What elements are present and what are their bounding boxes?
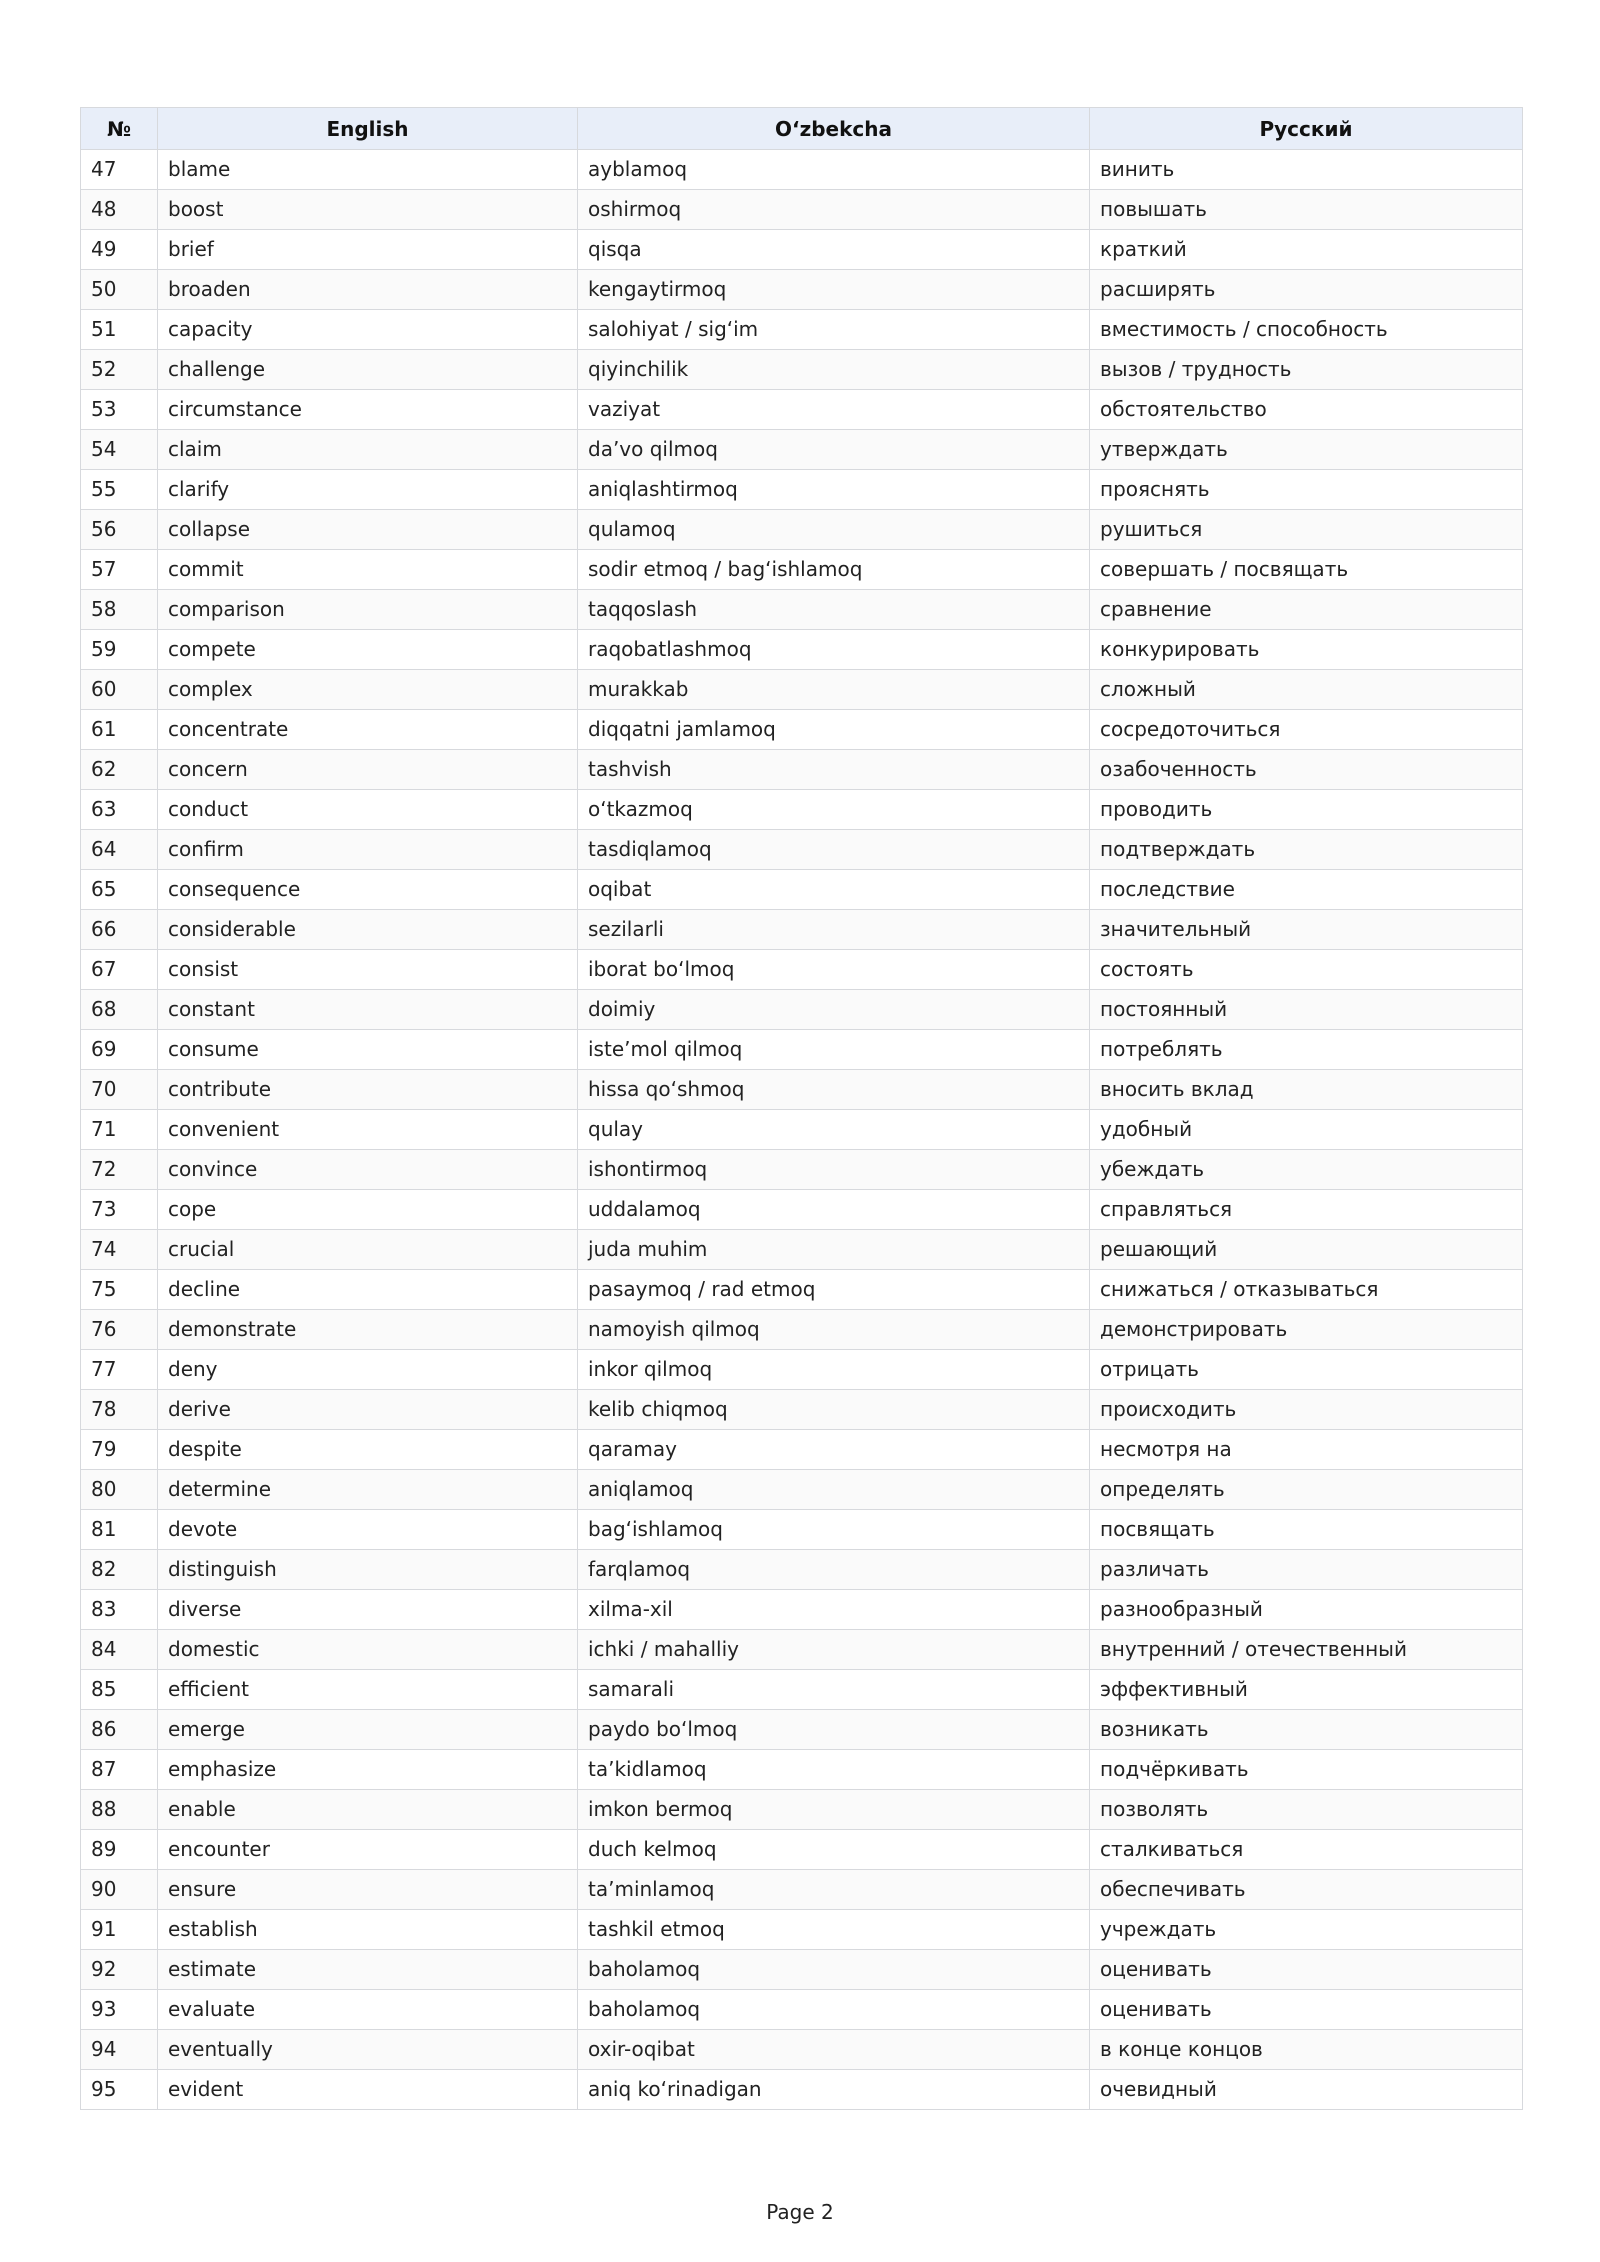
english-cell: efficient (158, 1670, 578, 1710)
number-cell: 58 (81, 590, 158, 630)
table-row (81, 830, 1523, 870)
russian-cell: очевидный (1090, 2070, 1523, 2110)
russian-cell: проводить (1090, 790, 1523, 830)
english-cell: concentrate (158, 710, 578, 750)
number-cell: 49 (81, 230, 158, 270)
uzbek-cell: kengaytirmoq (578, 270, 1090, 310)
table-row (81, 910, 1523, 950)
uzbek-cell: o‘tkazmoq (578, 790, 1090, 830)
russian-cell: вместимость / способность (1090, 310, 1523, 350)
table-row (81, 190, 1523, 230)
number-cell: 51 (81, 310, 158, 350)
uzbek-cell: baholamoq (578, 1950, 1090, 1990)
number-cell: 68 (81, 990, 158, 1030)
uzbek-cell: kelib chiqmoq (578, 1390, 1090, 1430)
uzbek-cell: taqqoslash (578, 590, 1090, 630)
table-row (81, 1310, 1523, 1350)
english-cell: estimate (158, 1950, 578, 1990)
russian-cell: вызов / трудность (1090, 350, 1523, 390)
english-cell: emerge (158, 1710, 578, 1750)
russian-cell: учреждать (1090, 1910, 1523, 1950)
number-cell: 74 (81, 1230, 158, 1270)
header-number: № (81, 108, 158, 150)
table-row (81, 150, 1523, 190)
english-cell: consume (158, 1030, 578, 1070)
number-cell: 63 (81, 790, 158, 830)
number-cell: 60 (81, 670, 158, 710)
table-row (81, 1190, 1523, 1230)
number-cell: 59 (81, 630, 158, 670)
uzbek-cell: baholamoq (578, 1990, 1090, 2030)
english-cell: broaden (158, 270, 578, 310)
number-cell: 93 (81, 1990, 158, 2030)
uzbek-cell: imkon bermoq (578, 1790, 1090, 1830)
table-row (81, 590, 1523, 630)
number-cell: 77 (81, 1350, 158, 1390)
table-row (81, 1230, 1523, 1270)
english-cell: eventually (158, 2030, 578, 2070)
uzbek-cell: diqqatni jamlamoq (578, 710, 1090, 750)
number-cell: 65 (81, 870, 158, 910)
number-cell: 54 (81, 430, 158, 470)
header-english: English (158, 108, 578, 150)
english-cell: constant (158, 990, 578, 1030)
table-row (81, 990, 1523, 1030)
uzbek-cell: uddalamoq (578, 1190, 1090, 1230)
english-cell: collapse (158, 510, 578, 550)
uzbek-cell: hissa qo‘shmoq (578, 1070, 1090, 1110)
russian-cell: совершать / посвящать (1090, 550, 1523, 590)
russian-cell: внутренний / отечественный (1090, 1630, 1523, 1670)
uzbek-cell: ta’kidlamoq (578, 1750, 1090, 1790)
russian-cell: последствие (1090, 870, 1523, 910)
russian-cell: рушиться (1090, 510, 1523, 550)
uzbek-cell: da’vo qilmoq (578, 430, 1090, 470)
uzbek-cell: paydo bo‘lmoq (578, 1710, 1090, 1750)
english-cell: crucial (158, 1230, 578, 1270)
table-row (81, 1790, 1523, 1830)
english-cell: establish (158, 1910, 578, 1950)
table-row (81, 430, 1523, 470)
english-cell: boost (158, 190, 578, 230)
number-cell: 88 (81, 1790, 158, 1830)
uzbek-cell: raqobatlashmoq (578, 630, 1090, 670)
table-row (81, 510, 1523, 550)
russian-cell: происходить (1090, 1390, 1523, 1430)
table-row (81, 1670, 1523, 1710)
russian-cell: прояснять (1090, 470, 1523, 510)
uzbek-cell: sodir etmoq / bag‘ishlamoq (578, 550, 1090, 590)
uzbek-cell: oqibat (578, 870, 1090, 910)
table-row (81, 1510, 1523, 1550)
table-row (81, 710, 1523, 750)
russian-cell: значительный (1090, 910, 1523, 950)
english-cell: cope (158, 1190, 578, 1230)
table-row (81, 1590, 1523, 1630)
english-cell: convince (158, 1150, 578, 1190)
number-cell: 57 (81, 550, 158, 590)
table-row (81, 2030, 1523, 2070)
uzbek-cell: ichki / mahalliy (578, 1630, 1090, 1670)
number-cell: 50 (81, 270, 158, 310)
russian-cell: снижаться / отказываться (1090, 1270, 1523, 1310)
english-cell: convenient (158, 1110, 578, 1150)
russian-cell: возникать (1090, 1710, 1523, 1750)
uzbek-cell: ta’minlamoq (578, 1870, 1090, 1910)
table-row (81, 1870, 1523, 1910)
uzbek-cell: juda muhim (578, 1230, 1090, 1270)
russian-cell: озабоченность (1090, 750, 1523, 790)
table-header-row (81, 108, 1523, 150)
number-cell: 78 (81, 1390, 158, 1430)
english-cell: derive (158, 1390, 578, 1430)
uzbek-cell: ayblamoq (578, 150, 1090, 190)
russian-cell: утверждать (1090, 430, 1523, 470)
uzbek-cell: ishontirmoq (578, 1150, 1090, 1190)
table-body (81, 150, 1523, 2110)
english-cell: concern (158, 750, 578, 790)
uzbek-cell: vaziyat (578, 390, 1090, 430)
table-row (81, 470, 1523, 510)
number-cell: 91 (81, 1910, 158, 1950)
header-russian: Русский (1090, 108, 1523, 150)
table-row (81, 950, 1523, 990)
uzbek-cell: aniqlamoq (578, 1470, 1090, 1510)
russian-cell: в конце концов (1090, 2030, 1523, 2070)
english-cell: compete (158, 630, 578, 670)
number-cell: 56 (81, 510, 158, 550)
uzbek-cell: aniqlashtirmoq (578, 470, 1090, 510)
russian-cell: решающий (1090, 1230, 1523, 1270)
english-cell: complex (158, 670, 578, 710)
russian-cell: демонстрировать (1090, 1310, 1523, 1350)
number-cell: 75 (81, 1270, 158, 1310)
english-cell: capacity (158, 310, 578, 350)
number-cell: 90 (81, 1870, 158, 1910)
english-cell: consist (158, 950, 578, 990)
uzbek-cell: doimiy (578, 990, 1090, 1030)
uzbek-cell: oshirmoq (578, 190, 1090, 230)
table-row (81, 1030, 1523, 1070)
russian-cell: подчёркивать (1090, 1750, 1523, 1790)
uzbek-cell: bag‘ishlamoq (578, 1510, 1090, 1550)
russian-cell: оценивать (1090, 1990, 1523, 2030)
number-cell: 76 (81, 1310, 158, 1350)
number-cell: 48 (81, 190, 158, 230)
english-cell: demonstrate (158, 1310, 578, 1350)
table-row (81, 1430, 1523, 1470)
russian-cell: справляться (1090, 1190, 1523, 1230)
header-uzbek: O‘zbekcha (578, 108, 1090, 150)
table-row (81, 230, 1523, 270)
number-cell: 64 (81, 830, 158, 870)
table-row (81, 630, 1523, 670)
table-row (81, 1950, 1523, 1990)
uzbek-cell: duch kelmoq (578, 1830, 1090, 1870)
english-cell: devote (158, 1510, 578, 1550)
number-cell: 73 (81, 1190, 158, 1230)
uzbek-cell: samarali (578, 1670, 1090, 1710)
english-cell: claim (158, 430, 578, 470)
uzbek-cell: tasdiqlamoq (578, 830, 1090, 870)
russian-cell: определять (1090, 1470, 1523, 1510)
english-cell: encounter (158, 1830, 578, 1870)
uzbek-cell: iste’mol qilmoq (578, 1030, 1090, 1070)
page-number: Page 2 (766, 2200, 834, 2224)
uzbek-cell: qulay (578, 1110, 1090, 1150)
uzbek-cell: qiyinchilik (578, 350, 1090, 390)
uzbek-cell: farqlamoq (578, 1550, 1090, 1590)
english-cell: blame (158, 150, 578, 190)
english-cell: confirm (158, 830, 578, 870)
english-cell: consequence (158, 870, 578, 910)
number-cell: 61 (81, 710, 158, 750)
table-row (81, 1070, 1523, 1110)
number-cell: 86 (81, 1710, 158, 1750)
number-cell: 62 (81, 750, 158, 790)
table-row (81, 870, 1523, 910)
table-row (81, 1470, 1523, 1510)
russian-cell: несмотря на (1090, 1430, 1523, 1470)
russian-cell: различать (1090, 1550, 1523, 1590)
russian-cell: удобный (1090, 1110, 1523, 1150)
russian-cell: отрицать (1090, 1350, 1523, 1390)
uzbek-cell: inkor qilmoq (578, 1350, 1090, 1390)
russian-cell: состоять (1090, 950, 1523, 990)
uzbek-cell: iborat bo‘lmoq (578, 950, 1090, 990)
table-row (81, 1150, 1523, 1190)
table-row (81, 1830, 1523, 1870)
english-cell: deny (158, 1350, 578, 1390)
russian-cell: постоянный (1090, 990, 1523, 1030)
english-cell: clarify (158, 470, 578, 510)
russian-cell: повышать (1090, 190, 1523, 230)
uzbek-cell: salohiyat / sig‘im (578, 310, 1090, 350)
russian-cell: подтверждать (1090, 830, 1523, 870)
table-row (81, 1110, 1523, 1150)
table-row (81, 1750, 1523, 1790)
russian-cell: краткий (1090, 230, 1523, 270)
number-cell: 55 (81, 470, 158, 510)
english-cell: contribute (158, 1070, 578, 1110)
number-cell: 47 (81, 150, 158, 190)
table-row (81, 1550, 1523, 1590)
uzbek-cell: sezilarli (578, 910, 1090, 950)
uzbek-cell: murakkab (578, 670, 1090, 710)
russian-cell: оценивать (1090, 1950, 1523, 1990)
table-row (81, 550, 1523, 590)
uzbek-cell: oxir-oqibat (578, 2030, 1090, 2070)
russian-cell: сравнение (1090, 590, 1523, 630)
table-row (81, 790, 1523, 830)
number-cell: 83 (81, 1590, 158, 1630)
russian-cell: вносить вклад (1090, 1070, 1523, 1110)
number-cell: 84 (81, 1630, 158, 1670)
number-cell: 66 (81, 910, 158, 950)
number-cell: 67 (81, 950, 158, 990)
russian-cell: посвящать (1090, 1510, 1523, 1550)
number-cell: 85 (81, 1670, 158, 1710)
number-cell: 89 (81, 1830, 158, 1870)
russian-cell: эффективный (1090, 1670, 1523, 1710)
table-row (81, 670, 1523, 710)
english-cell: circumstance (158, 390, 578, 430)
table-row (81, 1710, 1523, 1750)
russian-cell: расширять (1090, 270, 1523, 310)
english-cell: considerable (158, 910, 578, 950)
table-row (81, 270, 1523, 310)
uzbek-cell: qulamoq (578, 510, 1090, 550)
number-cell: 52 (81, 350, 158, 390)
english-cell: challenge (158, 350, 578, 390)
english-cell: ensure (158, 1870, 578, 1910)
uzbek-cell: namoyish qilmoq (578, 1310, 1090, 1350)
english-cell: evaluate (158, 1990, 578, 2030)
number-cell: 81 (81, 1510, 158, 1550)
table-row (81, 390, 1523, 430)
russian-cell: сталкиваться (1090, 1830, 1523, 1870)
number-cell: 92 (81, 1950, 158, 1990)
uzbek-cell: aniq ko‘rinadigan (578, 2070, 1090, 2110)
uzbek-cell: qisqa (578, 230, 1090, 270)
number-cell: 71 (81, 1110, 158, 1150)
number-cell: 95 (81, 2070, 158, 2110)
english-cell: despite (158, 1430, 578, 1470)
table-row (81, 1910, 1523, 1950)
table-row (81, 1990, 1523, 2030)
russian-cell: позволять (1090, 1790, 1523, 1830)
english-cell: commit (158, 550, 578, 590)
number-cell: 72 (81, 1150, 158, 1190)
english-cell: enable (158, 1790, 578, 1830)
english-cell: emphasize (158, 1750, 578, 1790)
number-cell: 70 (81, 1070, 158, 1110)
russian-cell: потреблять (1090, 1030, 1523, 1070)
table-row (81, 2070, 1523, 2110)
english-cell: comparison (158, 590, 578, 630)
russian-cell: сосредоточиться (1090, 710, 1523, 750)
table-row (81, 350, 1523, 390)
english-cell: conduct (158, 790, 578, 830)
number-cell: 82 (81, 1550, 158, 1590)
table-row (81, 1350, 1523, 1390)
table-row (81, 750, 1523, 790)
russian-cell: сложный (1090, 670, 1523, 710)
table-row (81, 310, 1523, 350)
number-cell: 87 (81, 1750, 158, 1790)
english-cell: diverse (158, 1590, 578, 1630)
number-cell: 69 (81, 1030, 158, 1070)
russian-cell: разнообразный (1090, 1590, 1523, 1630)
table-row (81, 1390, 1523, 1430)
uzbek-cell: tashvish (578, 750, 1090, 790)
russian-cell: винить (1090, 150, 1523, 190)
english-cell: decline (158, 1270, 578, 1310)
number-cell: 79 (81, 1430, 158, 1470)
uzbek-cell: xilma-xil (578, 1590, 1090, 1630)
english-cell: evident (158, 2070, 578, 2110)
russian-cell: обстоятельство (1090, 390, 1523, 430)
russian-cell: обеспечивать (1090, 1870, 1523, 1910)
russian-cell: конкурировать (1090, 630, 1523, 670)
vocabulary-table (80, 107, 1523, 2110)
english-cell: determine (158, 1470, 578, 1510)
number-cell: 80 (81, 1470, 158, 1510)
uzbek-cell: pasaymoq / rad etmoq (578, 1270, 1090, 1310)
table-row (81, 1270, 1523, 1310)
english-cell: domestic (158, 1630, 578, 1670)
english-cell: distinguish (158, 1550, 578, 1590)
uzbek-cell: qaramay (578, 1430, 1090, 1470)
english-cell: brief (158, 230, 578, 270)
number-cell: 94 (81, 2030, 158, 2070)
table-row (81, 1630, 1523, 1670)
uzbek-cell: tashkil etmoq (578, 1910, 1090, 1950)
russian-cell: убеждать (1090, 1150, 1523, 1190)
number-cell: 53 (81, 390, 158, 430)
